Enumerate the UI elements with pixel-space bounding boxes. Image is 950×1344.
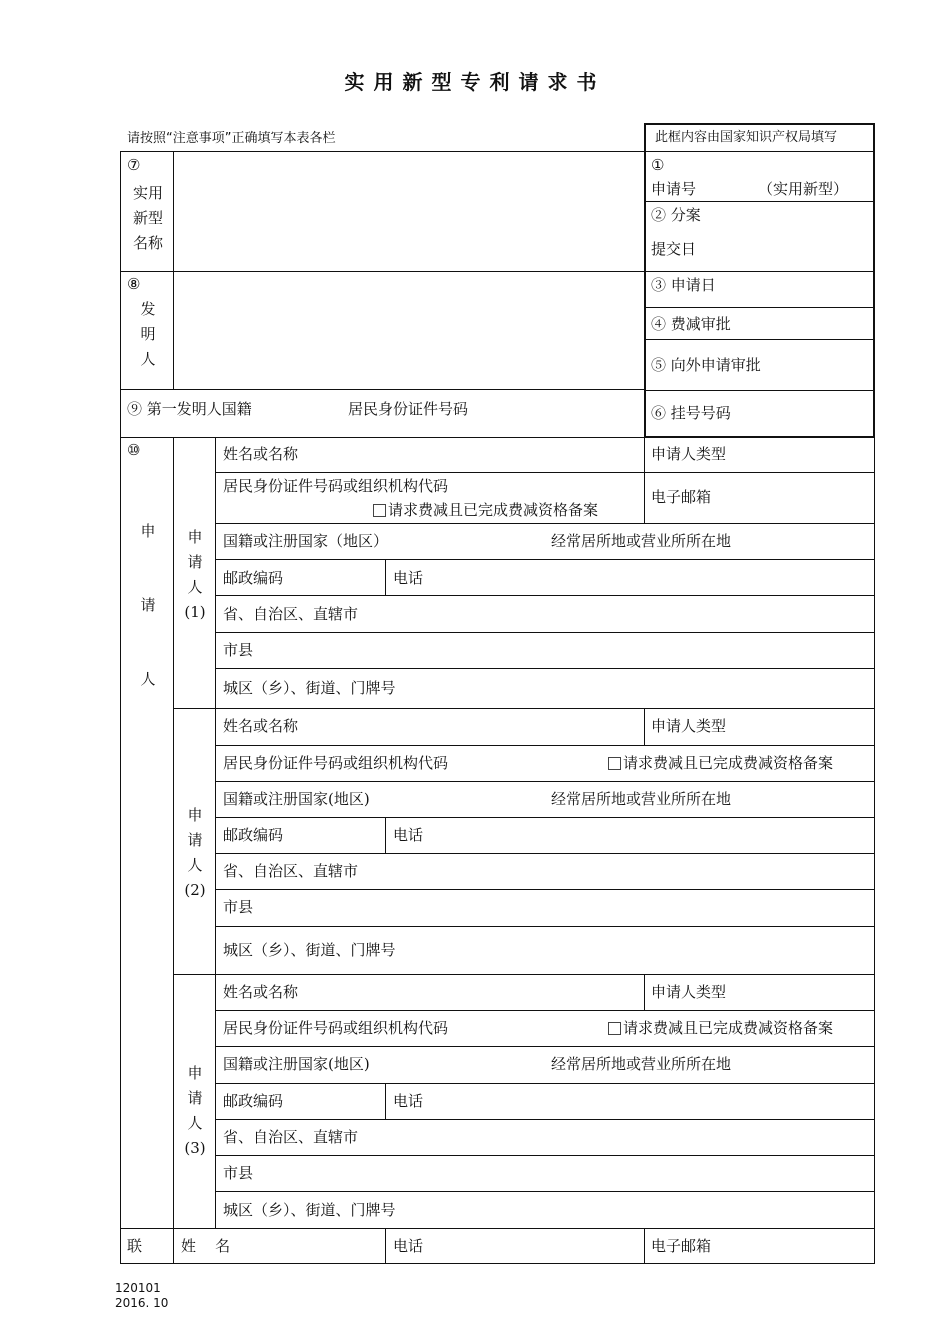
app-no-type: （实用新型）: [758, 180, 849, 198]
first-inventor-nationality-label: ⑨ 第一发明人国籍: [127, 400, 252, 418]
applicant-1-postcode-label: 邮政编码: [223, 569, 284, 587]
fee-reduction-label: 请求费减且已完成费减资格备案: [623, 754, 834, 772]
checkbox-icon: [608, 757, 621, 770]
fill-instruction-note: 请按照“注意事项”正确填写本表各栏: [127, 131, 336, 146]
registered-no-label: ⑥ 挂号号码: [651, 404, 731, 422]
applicant-1-fee-reduction-checkbox[interactable]: [373, 503, 598, 518]
applicant-3-province-label: 省、自治区、直辖市: [223, 1128, 359, 1146]
applicant-3-id-label: 居民身份证件号码或组织机构代码: [223, 1019, 449, 1037]
applicant-2-district-label: 城区（乡）、街道、门牌号: [223, 941, 396, 959]
divisional-label: ② 分案: [651, 206, 701, 224]
applicant-1-phone-label: 电话: [393, 569, 424, 587]
applicant-2-phone-label: 电话: [393, 826, 424, 844]
applicant-block-num: ⑩: [127, 441, 141, 459]
first-inventor-id-label: 居民身份证件号码: [348, 400, 469, 418]
applicant-1-label: 申 请 人 (1): [184, 528, 206, 621]
applicant-1-city-label: 市县: [223, 641, 254, 659]
applicant-1-nationality-label: 国籍或注册国家（地区）: [223, 532, 389, 550]
applicant-1-name-label: 姓名或名称: [223, 445, 299, 463]
inventor-field[interactable]: [175, 273, 643, 388]
applicant-2-name-label: 姓名或名称: [223, 717, 299, 735]
applicant-3-name-label: 姓名或名称: [223, 983, 299, 1001]
applicant-2-fee-reduction-checkbox[interactable]: [608, 756, 833, 771]
applicant-3-city-label: 市县: [223, 1164, 254, 1182]
applicant-2-nationality-label: 国籍或注册国家(地区): [223, 790, 370, 808]
applicant-2-label: 申 请 人 (2): [184, 806, 206, 899]
applicant-2-type-label: 申请人类型: [651, 717, 727, 735]
contact-email-label: 电子邮箱: [651, 1237, 712, 1255]
contact-name-label: 姓 名: [181, 1237, 231, 1255]
applicant-3-phone-label: 电话: [393, 1092, 424, 1110]
utility-model-name-label: 实用 新型 名称: [132, 184, 163, 252]
contact-phone-label: 电话: [393, 1237, 424, 1255]
applicant-3-type-label: 申请人类型: [651, 983, 727, 1001]
applicant-1-type-label: 申请人类型: [651, 445, 727, 463]
applicant-1-id-label: 居民身份证件号码或组织机构代码: [223, 477, 449, 495]
checkbox-icon: [608, 1022, 621, 1035]
fee-reduction-label: 请求费减且已完成费减资格备案: [623, 1019, 834, 1037]
applicant-1-province-label: 省、自治区、直辖市: [223, 605, 359, 623]
applicant-2-city-label: 市县: [223, 898, 254, 916]
form-version: 2016. 10: [115, 1296, 169, 1310]
name-block-num: ⑦: [127, 156, 141, 174]
inventor-block-num: ⑧: [127, 275, 141, 293]
form-title: 实用新型专利请求书: [344, 70, 606, 94]
applicant-3-residence-label: 经常居所地或营业所所在地: [551, 1055, 732, 1073]
app-no-label: 申请号: [651, 180, 697, 198]
applicant-3-nationality-label: 国籍或注册国家(地区): [223, 1055, 370, 1073]
applicant-2-residence-label: 经常居所地或营业所所在地: [551, 790, 732, 808]
checkbox-icon: [373, 504, 386, 517]
submit-date-label: 提交日: [651, 240, 697, 258]
applicant-3-postcode-label: 邮政编码: [223, 1092, 284, 1110]
applicant-1-residence-label: 经常居所地或营业所所在地: [551, 532, 732, 550]
foreign-filing-approval-label: ⑤ 向外申请审批: [651, 356, 761, 374]
app-no-num: ①: [651, 156, 665, 174]
filing-date-label: ③ 申请日: [651, 276, 716, 294]
office-box-note: 此框内容由国家知识产权局填写: [655, 130, 838, 145]
applicant-3-district-label: 城区（乡）、街道、门牌号: [223, 1201, 396, 1219]
applicant-2-province-label: 省、自治区、直辖市: [223, 862, 359, 880]
applicant-block-label: 申 请 人: [140, 522, 156, 688]
applicant-1-email-label: 电子邮箱: [651, 488, 712, 506]
inventor-label: 发 明 人: [140, 300, 156, 368]
form-code: 120101: [115, 1281, 161, 1295]
fee-reduction-approval-label: ④ 费减审批: [651, 315, 731, 333]
applicant-2-postcode-label: 邮政编码: [223, 826, 284, 844]
utility-model-name-field[interactable]: [175, 153, 643, 270]
applicant-1-district-label: 城区（乡）、街道、门牌号: [223, 679, 396, 697]
applicant-2-id-label: 居民身份证件号码或组织机构代码: [223, 754, 449, 772]
fee-reduction-label: 请求费减且已完成费减资格备案: [388, 501, 599, 519]
applicant-3-label: 申 请 人 (3): [184, 1064, 206, 1157]
applicant-3-fee-reduction-checkbox[interactable]: [608, 1021, 833, 1036]
contact-label: 联: [127, 1237, 143, 1255]
